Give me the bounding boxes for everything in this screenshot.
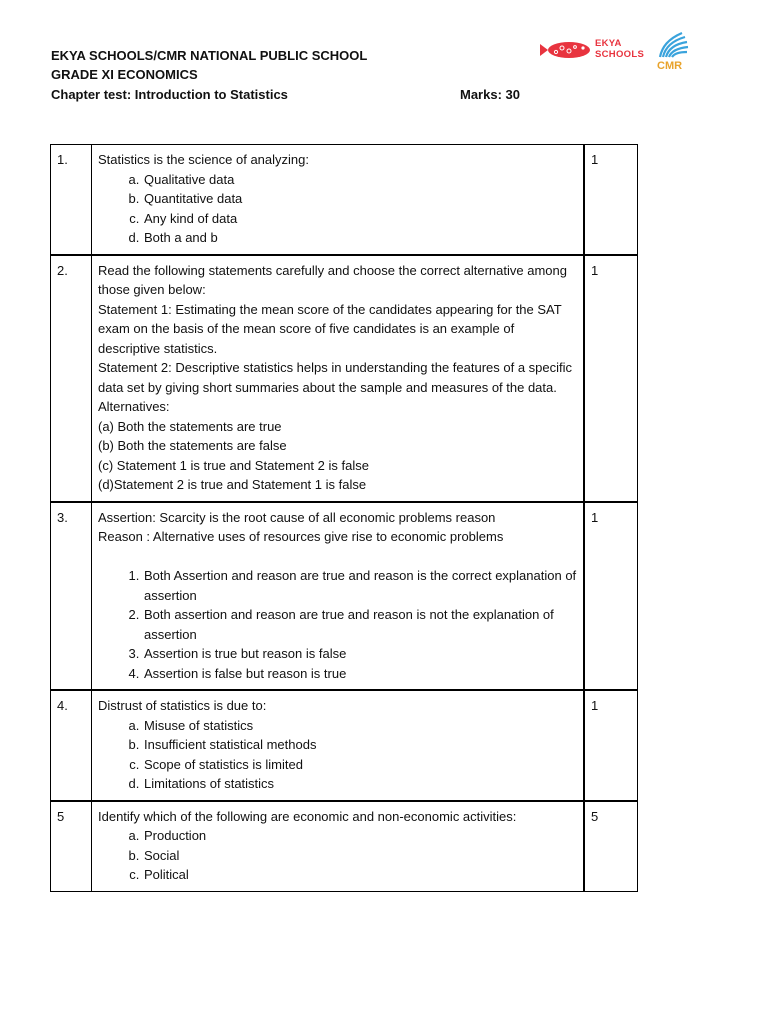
chapter-title: Chapter test: Introduction to Statistics [51,87,288,102]
option-item: 1. Both Assertion and reason are true and reason is the correct explanation of assertion [143,566,577,605]
reason-text: Reason : Alternative uses of resources give rise to economic problems [98,529,504,544]
option-item: c. Any kind of data [143,209,577,229]
grade-subject: GRADE XI ECONOMICS [51,67,198,82]
ekya-logo-text [595,38,644,60]
question-row [51,502,638,691]
question-stem: Identify which of the following are economic and non-economic activities: [98,808,517,824]
option-list [98,826,577,885]
statement-1: Statement 1: Estimating the mean score of the candidates appearing for the SAT exam on the basis of the mean score of five candidates is an example of descriptive statistics. [98,301,562,356]
question-row [51,255,638,502]
option-item: b. Insufficient statistical methods [143,735,577,755]
question-stem: Statistics is the science of analyzing: [98,152,309,167]
question-marks: 1 [584,690,638,801]
assertion-text: Assertion: Scarcity is the root cause of all economic problems reason [98,509,496,525]
question-body [92,690,585,801]
statement-2: Statement 2: Descriptive statistics helps in understanding the features of a specific data set by giving short summaries about the sample and measures of the data. [98,360,573,395]
question-number: 1. [51,145,92,255]
option-item: d. Both a and b [143,228,577,248]
total-marks: Marks: 30 [460,87,520,102]
option-list [98,170,577,248]
ekya-logo-line1: EKYA [595,38,622,49]
spacer [98,547,577,567]
question-number: 4. [51,690,92,801]
question-marks: 5 [584,801,638,892]
option-item: b. Social [143,846,577,866]
fish-icon [538,36,594,66]
option-item: b. Quantitative data [143,189,577,209]
option-item: 3. Assertion is true but reason is false [143,644,577,664]
question-marks: 1 [584,145,638,255]
question-body [92,502,585,691]
option-item: a. Qualitative data [143,170,577,190]
alternatives-label: Alternatives: [98,399,170,414]
option-item: c. Scope of statistics is limited [143,755,577,775]
question-number: 2. [51,255,92,502]
question-marks: 1 [584,502,638,691]
option-item: a. Production [143,826,577,846]
chapter-title-row [51,85,531,104]
question-body [92,145,585,255]
question-number: 3. [51,502,92,691]
alternative-item: (a) Both the statements are true [98,418,282,434]
question-body [92,801,585,892]
question-table [50,144,638,892]
alternative-item: (b) Both the statements are false [98,438,287,453]
ekya-logo [538,36,645,66]
question-marks: 1 [584,255,638,502]
option-item: c. Political [143,865,577,885]
question-stem: Read the following statements carefully and choose the correct alternative among those given below: [98,262,567,297]
school-name: EKYA SCHOOLS/CMR NATIONAL PUBLIC SCHOOL [51,48,368,63]
wings-icon [652,29,692,61]
question-row [51,801,638,892]
option-list [98,566,577,683]
option-list [98,716,577,794]
ekya-logo-line2: SCHOOLS [595,49,645,60]
option-item: a. Misuse of statistics [143,716,577,736]
question-body [92,255,585,502]
alternative-item: (c) Statement 1 is true and Statement 2 is false [98,457,369,473]
option-item: d. Limitations of statistics [143,774,577,794]
option-item: 2. Both assertion and reason are true and reason is not the explanation of assertion [143,605,577,644]
question-row [51,145,638,255]
cmr-logo-text: CMR [657,60,683,72]
option-item: 4. Assertion is false but reason is true [143,664,577,684]
question-row [51,690,638,801]
cmr-logo [652,29,696,75]
question-number: 5 [51,801,92,892]
question-stem: Distrust of statistics is due to: [98,698,267,713]
alternative-item: (d)Statement 2 is true and Statement 1 is false [98,477,367,492]
